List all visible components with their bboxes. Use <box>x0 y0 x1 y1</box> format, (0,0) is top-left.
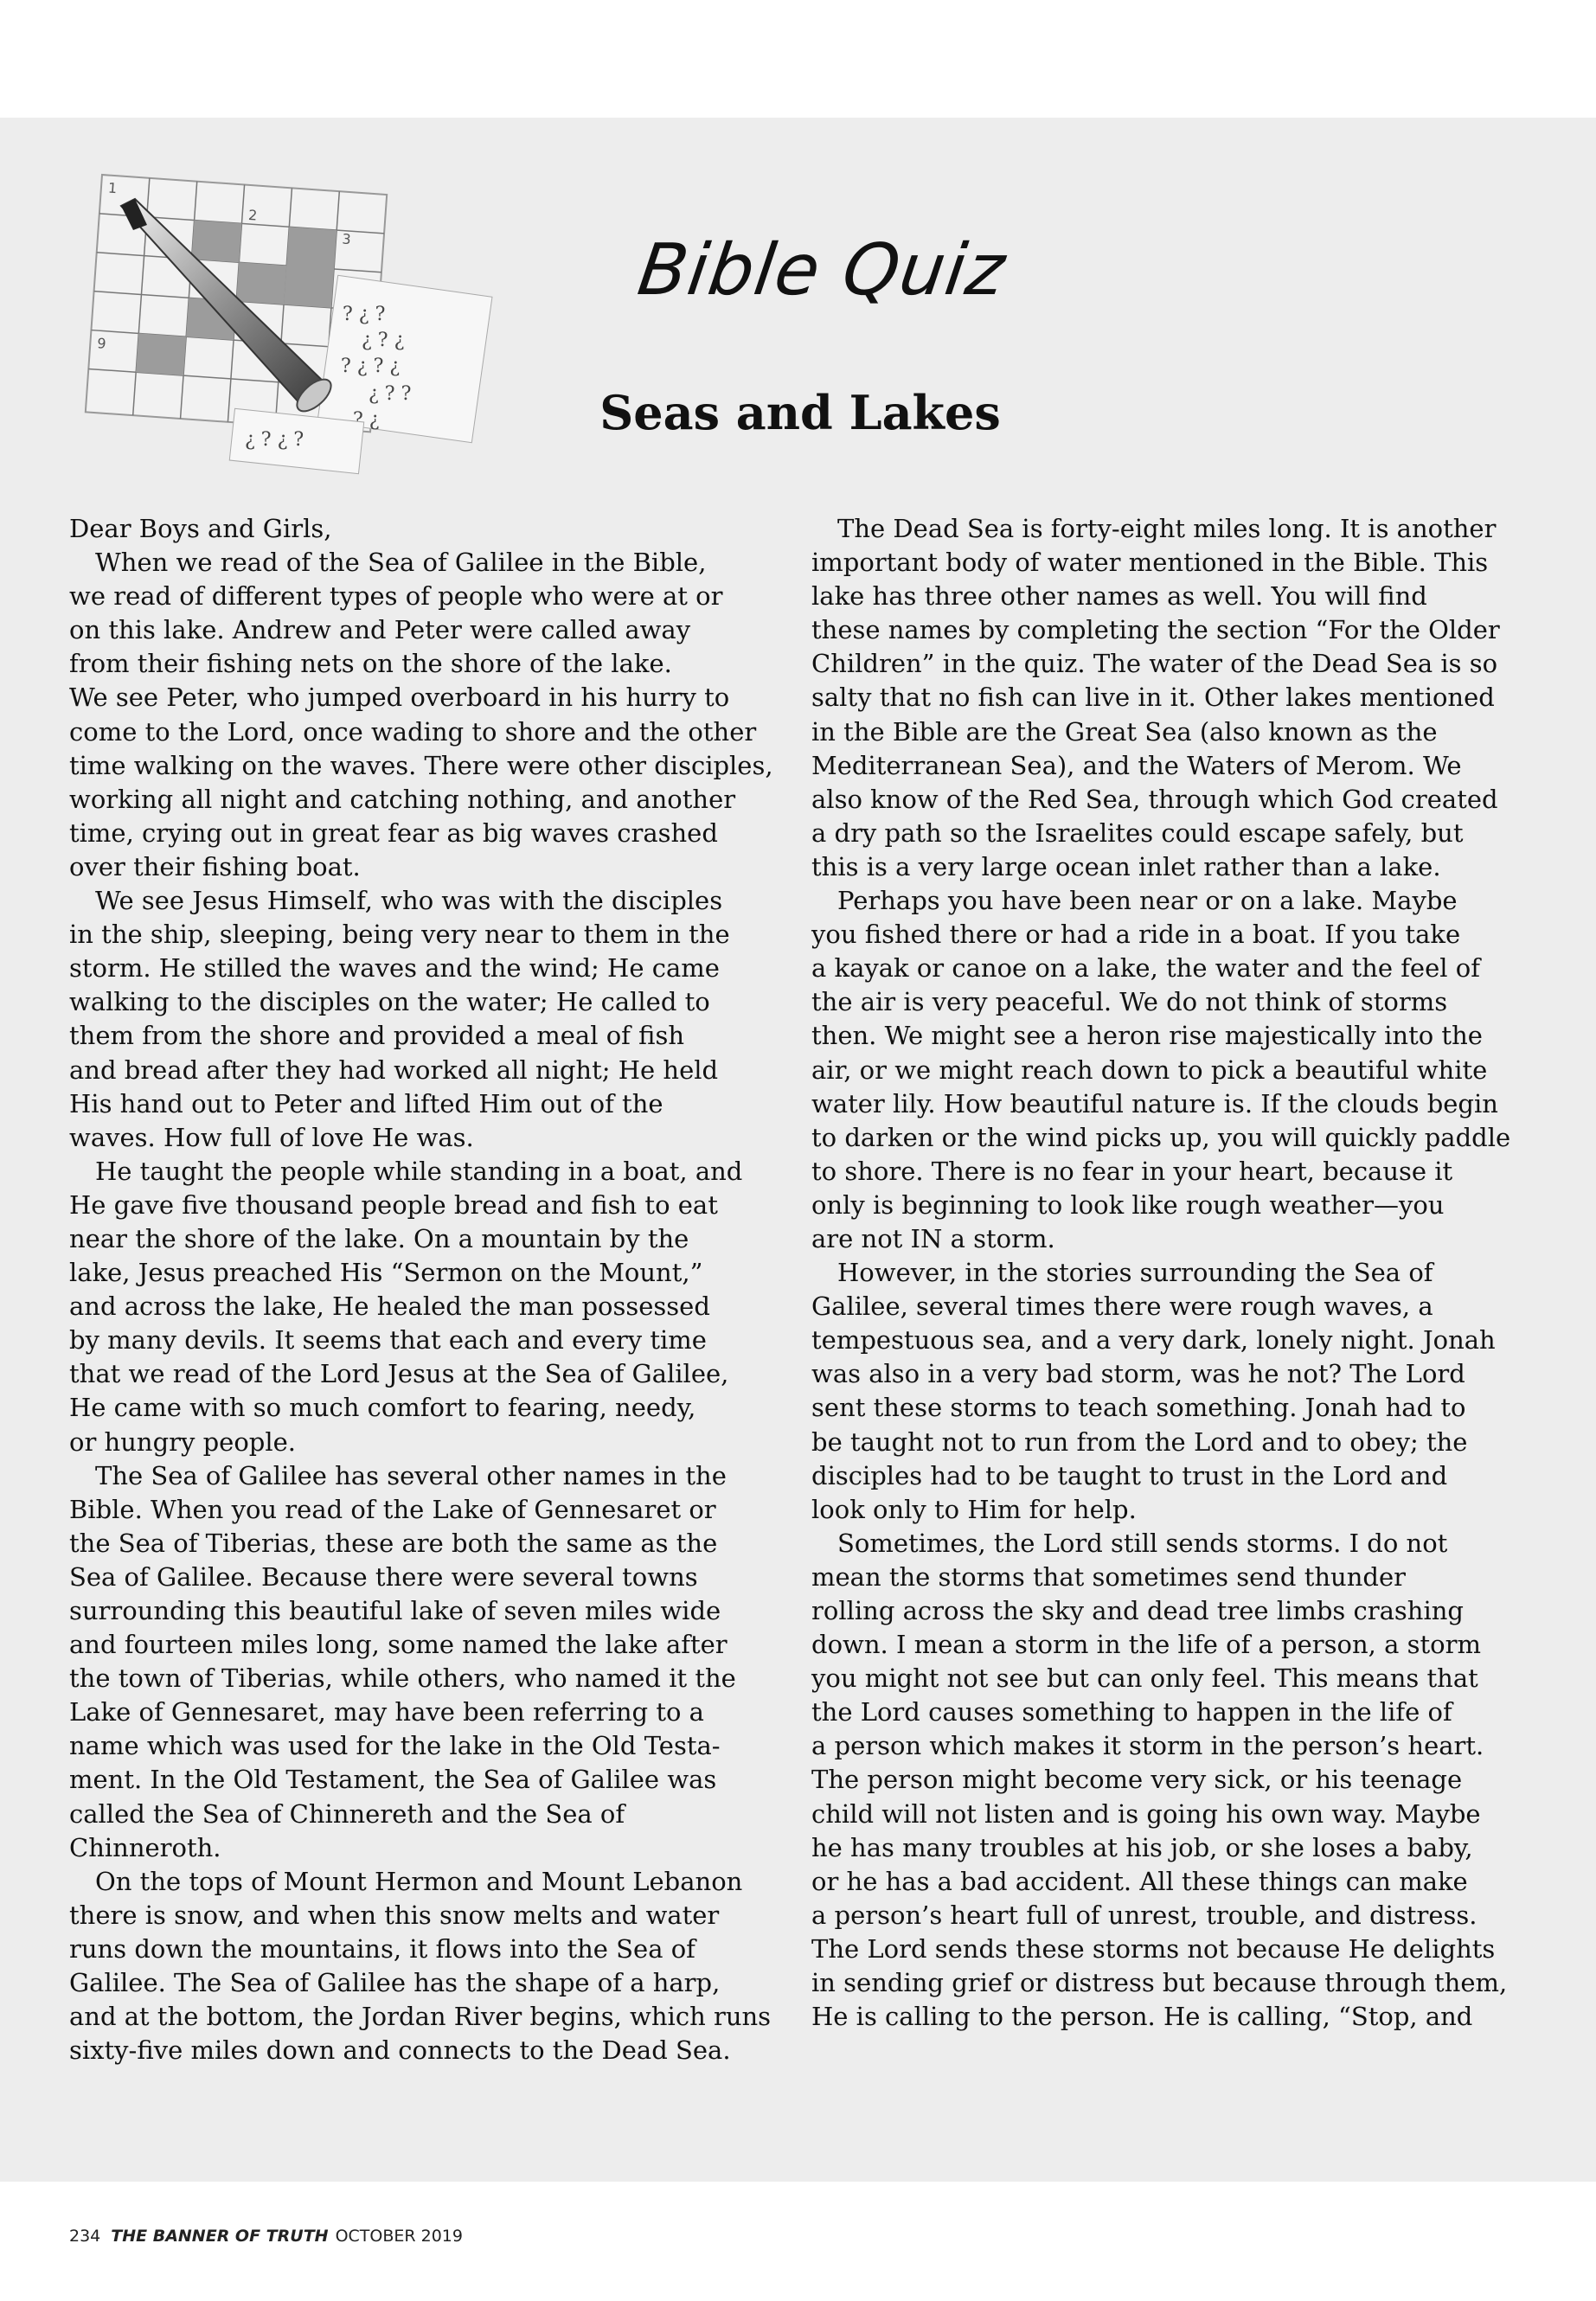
issue-date: OCTOBER 2019 <box>335 2227 463 2246</box>
paragraph: However, in the stories surrounding the Sea of Galilee, several times there were rough waves, a tempestuous sea, and a very dark, lonely night. Jonah was also in a very bad storm, was he not? The Lord sent these storms to teach something. Jonah had to be taught not to run from the Lord and to obey; the disciples had to be taught to trust in the Lord and look only to Him for help. <box>811 1258 1496 1524</box>
grid-number: 1 <box>107 179 118 197</box>
article-left-column <box>69 512 780 2067</box>
grid-number: 2 <box>247 206 258 224</box>
article-right-column <box>811 512 1522 2034</box>
paragraph: On the tops of Mount Hermon and Mount Lebanon there is snow, and when this snow melts and water runs down the mountains, it flows into the Sea of Galilee. The Sea of Galilee has the shape of a harp, and at the bottom, the Jordan River begins, which runs sixty-five miles down and connects to the Dead Sea. <box>69 1866 772 2066</box>
grid-number: 3 <box>341 230 352 248</box>
crossword-pen-illustration <box>67 173 500 484</box>
paragraph: When we read of the Sea of Galilee in the Bible, we read of different types of people who were at or on this lake. Andrew and Peter were called away from their fishing nets on the shore of the lake. We see Peter, who jumped overboard in his hurry to come to the Lord, once wading to shore and the other time walking on the waves. There were other disciples, working all night and catching nothing, and another time, crying out in great fear as big waves crashed over their fishing boat. <box>69 548 773 881</box>
page-number: 234 <box>69 2227 101 2246</box>
paragraph: The Sea of Galilee has several other names in the Bible. When you read of the Lake of Gennesaret or the Sea of Tiberias, these are both the same as the Sea of Galilee. Because there were several towns surrounding this beautiful lake of seven miles wide and fourteen miles long, some named the lake after the town of Tiberias, while others, who named it the Lake of Gennesaret, may have been referring to a name which was used for the lake in the Old Testa- ment. In the Old Testament, the Sea of Galilee was called the Sea of Chinnereth and the Sea of Chinneroth. <box>69 1460 736 1862</box>
paragraph: Perhaps you have been near or on a lake. Maybe you fished there or had a ride in a boat. If you take a kayak or canoe on a lake, the water and the feel of the air is very peaceful. We do not think of storms then. We might see a heron rise majestically into the air, or we might reach down to pick a beautiful white water lily. How beautiful nature is. If the clouds begin to darken or the wind picks up, you will quickly paddle to shore. There is no fear in your heart, because it only is beginning to look like rough weather—you are not IN a storm. <box>811 886 1511 1253</box>
paragraph: He taught the people while standing in a boat, and He gave five thousand people bread and fish to eat near the shore of the lake. On a mountain by the lake, Jesus preached His “Sermon on the Mount,” and across the lake, He healed the man possessed by many devils. It seems that each and every time that we read of the Lord Jesus at the Sea of Galilee, He came with so much comfort to fearing, needy, or hungry people. <box>69 1156 743 1457</box>
svg-text:? ¿ ?: ? ¿ ? <box>343 304 386 325</box>
svg-text:¿ ? ¿: ¿ ? ¿ <box>362 330 405 351</box>
page-title: Seas and Lakes <box>599 385 1001 440</box>
script-title: Bible Quiz <box>632 229 1011 311</box>
grid-number: 9 <box>96 335 107 352</box>
magazine-name: THE BANNER OF TRUTH <box>111 2227 329 2246</box>
svg-text:¿ ? ¿ ?: ¿ ? ¿ ? <box>245 429 304 451</box>
page-footer <box>69 2227 463 2246</box>
paragraph: The Dead Sea is forty-eight miles long. It is another important body of water mentioned in the Bible. This lake has three other names as well. You will find these names by completing the section “For the Older Children” in the quiz. The water of the Dead Sea is so salty that no fish can live in it. Other lakes mentioned in the Bible are the Great Sea (also known as the Mediterranean Sea), and the Waters of Merom. We also know of the Red Sea, through which God created a dry path so the Israelites could escape safely, but this is a very large ocean inlet rather than a lake. <box>811 514 1500 881</box>
svg-text:? ¿: ? ¿ <box>353 409 380 431</box>
svg-text:¿ ? ?: ¿ ? ? <box>369 383 412 405</box>
paragraph: We see Jesus Himself, who was with the disciples in the ship, sleeping, being very near to them in the storm. He stilled the waves and the wind; He came walking to the disciples on the water; He called to them from the shore and provided a meal of fish and bread after they had worked all night; He held His hand out to Peter and lifted Him out of the waves. How full of love He was. <box>69 886 730 1152</box>
paragraph: Dear Boys and Girls, <box>69 514 332 543</box>
svg-text:? ¿ ? ¿: ? ¿ ? ¿ <box>341 356 401 377</box>
paragraph: Sometimes, the Lord still sends storms. I do not mean the storms that sometimes send thunder rolling across the sky and dead tree limbs crashing down. I mean a storm in the life of a person, a storm you might not see but can only feel. This means that the Lord causes something to happen in the life of a person which makes it storm in the person’s heart. The person might become very sick, or his teenage child will not listen and is going his own way. Maybe he has many troubles at his job, or she loses a baby, or he has a bad accident. All these things can make a person’s heart full of unrest, trouble, and distress. The Lord sends these storms not because He delights in sending grief or distress but because through them, He is calling to the person. He is calling, “Stop, and <box>811 1528 1508 2032</box>
